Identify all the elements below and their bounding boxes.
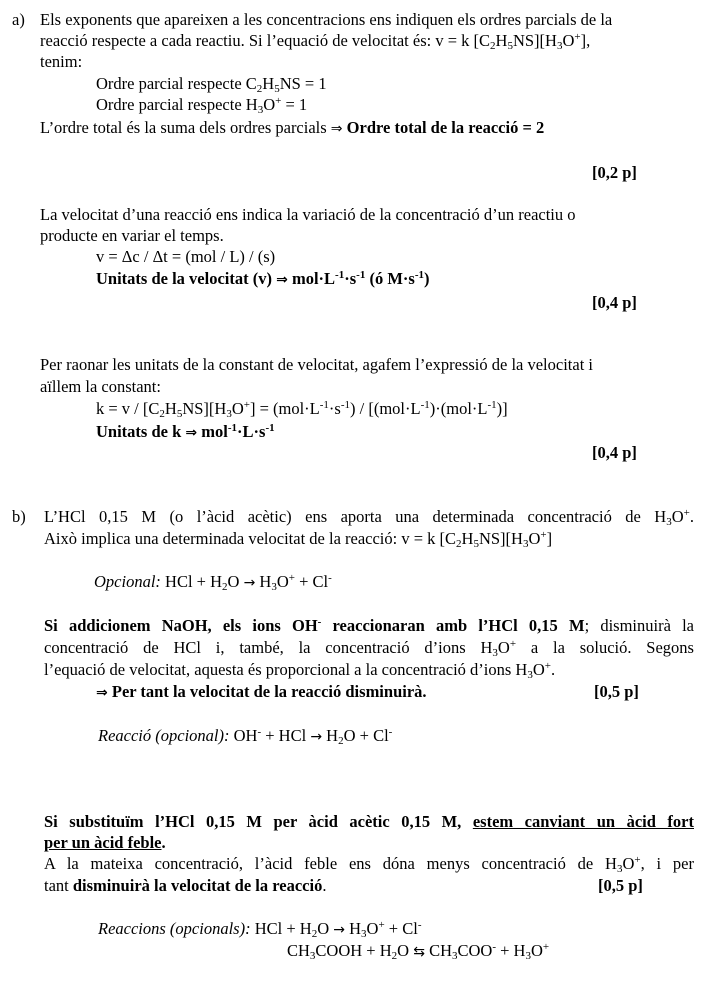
naoh-conclusion: ⇒ Per tant la velocitat de la reacció disminuirà. (96, 682, 427, 701)
reaction-arrow-icon: → (333, 922, 345, 938)
naoh-line1: Si addicionem NaOH, els ions OH- reaccionaran amb l’HCl 0,15 M; disminuirà la (44, 616, 694, 635)
naoh-reaction: Reacció (opcional): OH- + HCl → $H_2O + Cl^-$ (98, 726, 393, 747)
score-0-5-a: [0,5 p] (594, 682, 639, 701)
naoh-line2: concentració de HCl i, també, la concentració d’ions $H_3O^+$ a la solució. Segons (44, 638, 694, 659)
velocity-formula: v = Δc / Δt = (mol / L) / (s) (96, 247, 276, 266)
part-a-intro-line1: Els exponents que apareixen a les concentracions ens indiquen els ordres parcials de la (40, 10, 613, 29)
implies-arrow-icon: ⇒ (185, 425, 198, 441)
total-order-line: L’ordre total és la suma dels ordres parcials ⇒ Ordre total de la reacció = 2 (40, 118, 545, 137)
acetic-line2: per un àcid feble. (44, 833, 166, 852)
k-def-line2: aïllem la constant: (40, 377, 161, 396)
acetic-line1: Si substituïm l’HCl 0,15 M per àcid acètic 0,15 M, estem canviant un àcid fort (44, 812, 694, 831)
optional-reactions-1: Reaccions (opcionals): HCl + $H_2O \to H_3O^+ + Cl^-$ (98, 919, 422, 940)
reaction-arrow-icon: → (243, 575, 256, 591)
score-0-5-b: [0,5 p] (598, 876, 643, 895)
acetic-line3: A la mateixa concentració, l’àcid feble ens dóna menys concentració de $H_3O^+$, i per (44, 854, 694, 875)
part-a-label: a) (12, 10, 25, 29)
velocity-units: Unitats de la velocitat (v) ⇒ $mol\cdot L^{-1}\cdot s^{-1}$ (ó $M\cdot s^{-1}$) (96, 269, 430, 288)
k-units: Unitats de k ⇒ $mol^{-1}\cdot L\cdot s^{-1}$ (96, 422, 275, 441)
acetic-line4: tant disminuirà la velocitat de la reacció. (44, 876, 327, 895)
tenim-label: tenim: (40, 52, 83, 71)
part-a-intro-line2: reacció respecte a cada reactiu. Si l’equació de velocitat és: v = k $[C_2H_5NS][H_3O^+]$, (40, 31, 591, 52)
part-b-line2: Això implica una determinada velocitat de la reacció: v = k $[C_2H_5NS][H_3O^+]$ (44, 529, 553, 550)
k-def-line1: Per raonar les unitats de la constant de velocitat, agafem l’expressió de la velocitat i (40, 355, 593, 374)
part-b-line1: L’HCl 0,15 M (o l’àcid acètic) ens aporta una determinada concentració de $H_3O^+$. (44, 507, 694, 528)
reaction-arrow-icon: → (310, 729, 323, 745)
naoh-line3: l’equació de velocitat, aquesta és proporcional a la concentració d’ions $H_3O^+$. (44, 660, 556, 681)
implies-arrow-icon: ⇒ (96, 685, 108, 701)
part-b-label: b) (12, 507, 26, 526)
implies-arrow-icon: ⇒ (276, 272, 288, 288)
equilibrium-arrow-icon: ⇆ (413, 944, 425, 960)
partial-order-1: Ordre parcial respecte $C_2H_5NS = 1$ (96, 74, 327, 95)
total-order-result: Ordre total de la reacció = 2 (346, 118, 545, 137)
score-0-2: [0,2 p] (592, 163, 637, 182)
score-0-4-a: [0,4 p] (592, 293, 637, 312)
implies-arrow-icon: ⇒ (330, 121, 343, 137)
velocity-def-line1: La velocitat d’una reacció ens indica la variació de la concentració d’un reactiu o (40, 205, 576, 224)
partial-order-2: Ordre parcial respecte $H_3O^+ = 1$ (96, 95, 308, 116)
k-formula: $k = v / [C_2H_5NS][H_3O^+] = (mol\cdot L^{-1}\cdot s^{-1}) / [(mol\cdot L^{-1})\cdot(mol\cdot L^{-1})]$ (96, 399, 508, 420)
optional-reaction: Opcional: HCl + $H_2O \to H_3O^+ + Cl^-$ (94, 572, 332, 593)
optional-reactions-2: $CH_3COOH + H_2O$ ⇆ $CH_3COO^- + H_3O^+$ (287, 941, 550, 962)
score-0-4-b: [0,4 p] (592, 443, 637, 462)
velocity-def-line2: producte en variar el temps. (40, 226, 224, 245)
